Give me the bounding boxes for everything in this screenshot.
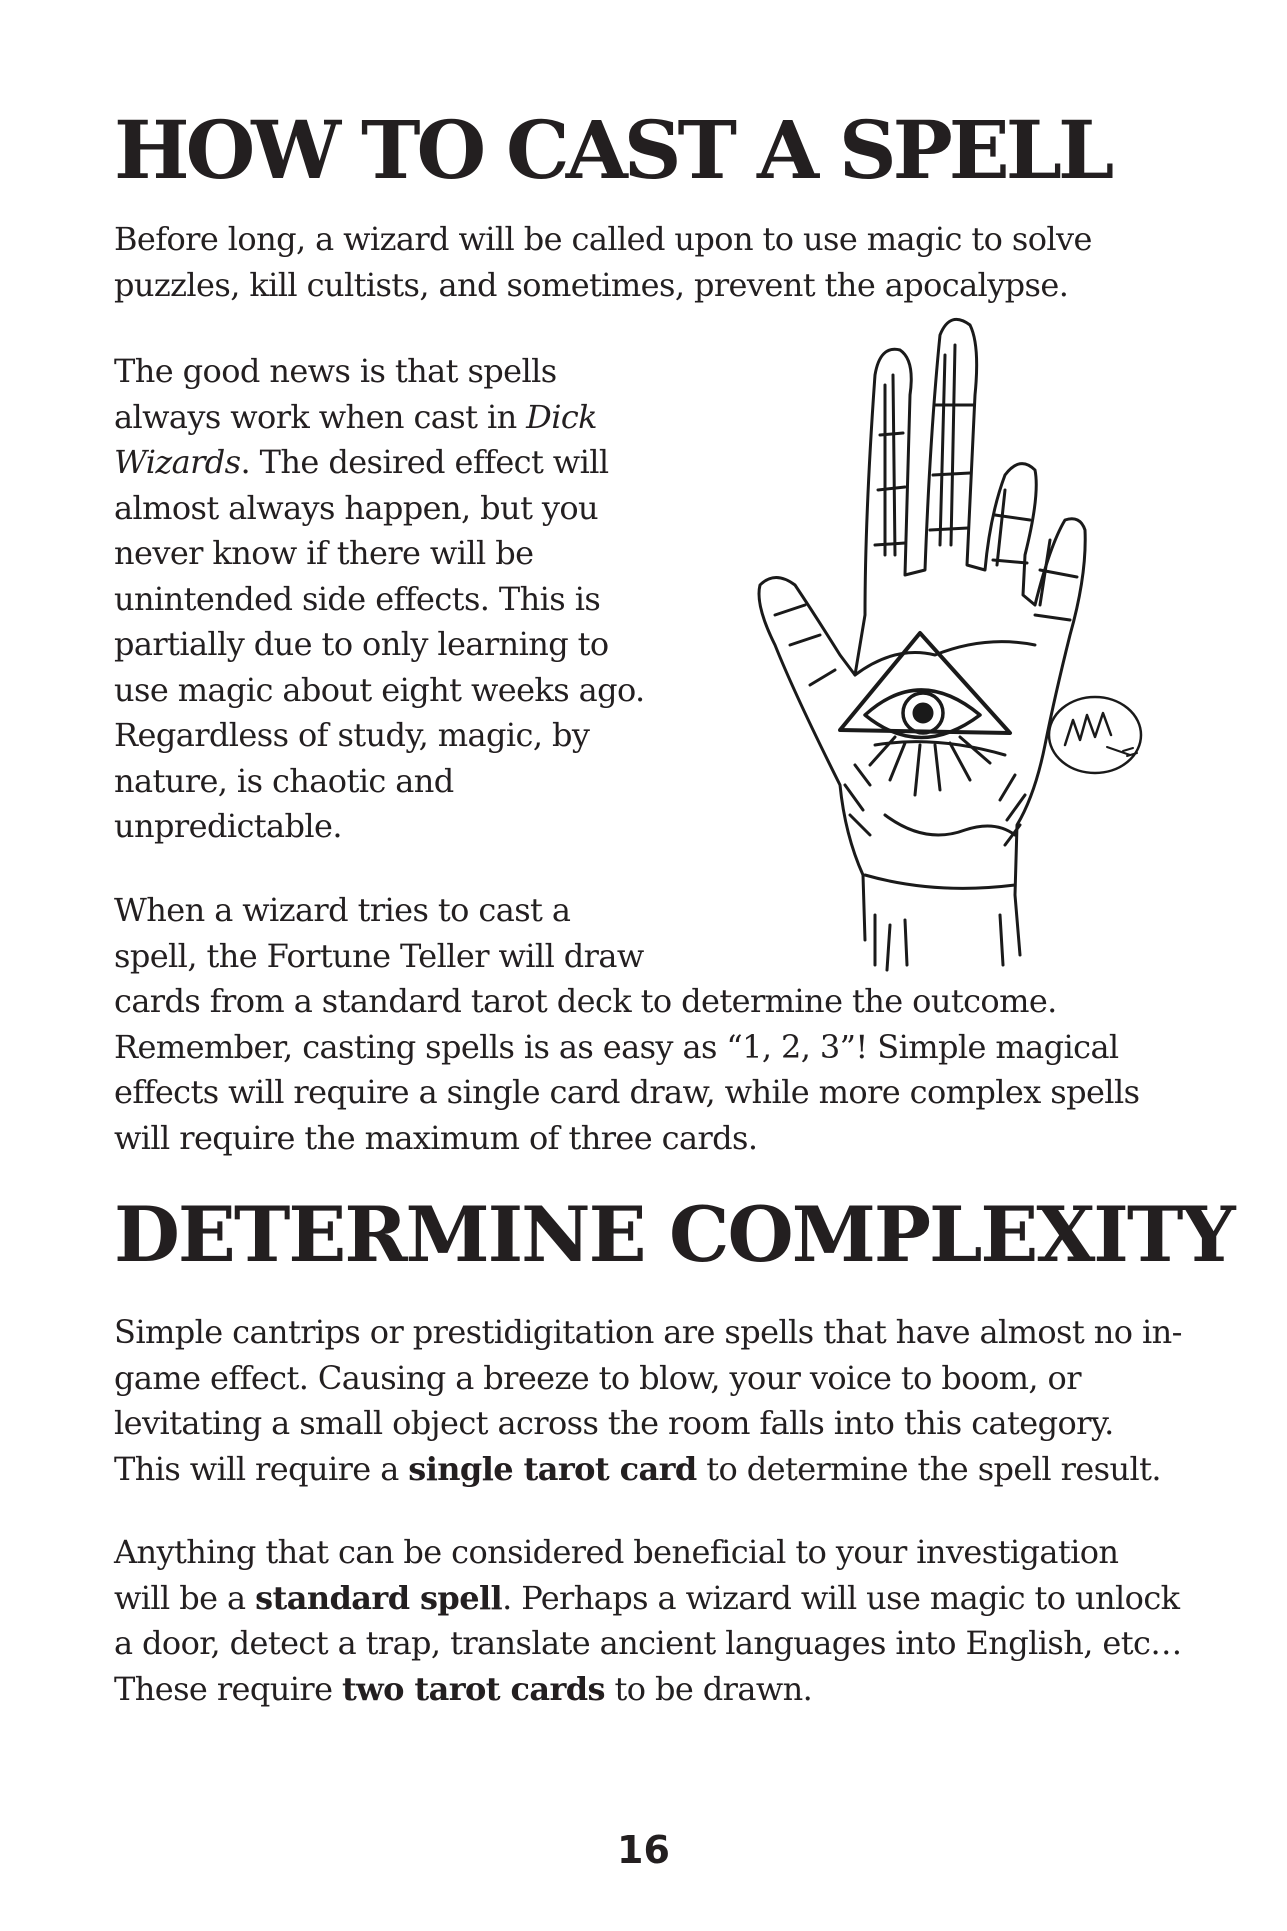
text-line: Regardless of study, magic, by	[114, 716, 590, 754]
text-line	[114, 1576, 1182, 1622]
section-heading-cast-spell: HOW TO CAST A SPELL	[114, 103, 1111, 197]
text-line: a door, detect a trap, translate ancient languages into English, etc…	[114, 1624, 1182, 1662]
text-line: game effect. Causing a breeze to blow, your voice to boom, or	[114, 1358, 1081, 1397]
text-line: Remember, casting spells is as easy as “1, 2, 3”! Simple magical	[114, 1027, 1119, 1066]
text-line: use magic about eight weeks ago.	[114, 670, 645, 709]
text-line: will require the maximum of three cards.	[114, 1118, 758, 1157]
text-run: to determine the spell result.	[696, 1449, 1161, 1488]
text-line	[114, 1667, 1182, 1713]
text-line: When a wizard tries to cast a	[114, 891, 571, 929]
casting-paragraph	[114, 888, 1139, 1161]
text-line	[114, 1447, 1182, 1493]
text-run: always work when cast in	[114, 397, 527, 436]
section-heading-complexity: DETERMINE COMPLEXITY	[114, 1190, 1234, 1279]
intro-paragraph	[114, 217, 1092, 308]
game-title-italic: Dick	[526, 397, 597, 436]
text-line: effects will require a single card draw, while more complex spells	[114, 1073, 1140, 1111]
text-line: The good news is that spells	[114, 352, 557, 390]
text-line: Anything that can be considered beneficial to your investigation	[114, 1533, 1119, 1571]
game-title-italic: Wizards	[114, 443, 241, 481]
text-run: . The desired effect will	[240, 443, 609, 481]
simple-spells-paragraph	[114, 1310, 1182, 1492]
text-line: unpredictable.	[114, 807, 342, 845]
emphasis-standard-spell: standard spell	[255, 1578, 503, 1617]
text-line: levitating a small object across the room falls into this category.	[114, 1404, 1114, 1442]
text-line: nature, is chaotic and	[114, 761, 454, 800]
text-line	[114, 440, 645, 486]
text-run: to be drawn.	[604, 1669, 813, 1708]
text-run: . Perhaps a wizard will use magic to unlock	[502, 1578, 1180, 1617]
text-line: almost always happen, but you	[114, 488, 599, 527]
text-line: Simple cantrips or prestidigitation are spells that have almost no in-	[114, 1313, 1182, 1351]
page-number: 16	[617, 1828, 670, 1872]
text-run: These require	[114, 1669, 342, 1708]
text-line: spell, the Fortune Teller will draw	[114, 936, 644, 975]
text-line: partially due to only learning to	[114, 625, 609, 663]
standard-spells-paragraph	[114, 1530, 1182, 1712]
text-line: Before long, a wizard will be called upon to use magic to solve	[114, 220, 1092, 258]
text-line	[114, 395, 645, 441]
eye-in-triangle-hand-icon	[735, 315, 1155, 975]
emphasis-two-tarot-cards: two tarot cards	[342, 1669, 605, 1708]
text-line: puzzles, kill cultists, and sometimes, prevent the apocalypse.	[114, 265, 1069, 304]
emphasis-single-tarot-card: single tarot card	[408, 1449, 697, 1488]
text-line: cards from a standard tarot deck to determine the outcome.	[114, 982, 1057, 1020]
good-news-paragraph	[114, 349, 645, 850]
text-line: unintended side effects. This is	[114, 579, 601, 618]
text-line: never know if there will be	[114, 534, 534, 572]
text-run: will be a	[114, 1578, 256, 1617]
text-run: This will require a	[114, 1449, 409, 1488]
